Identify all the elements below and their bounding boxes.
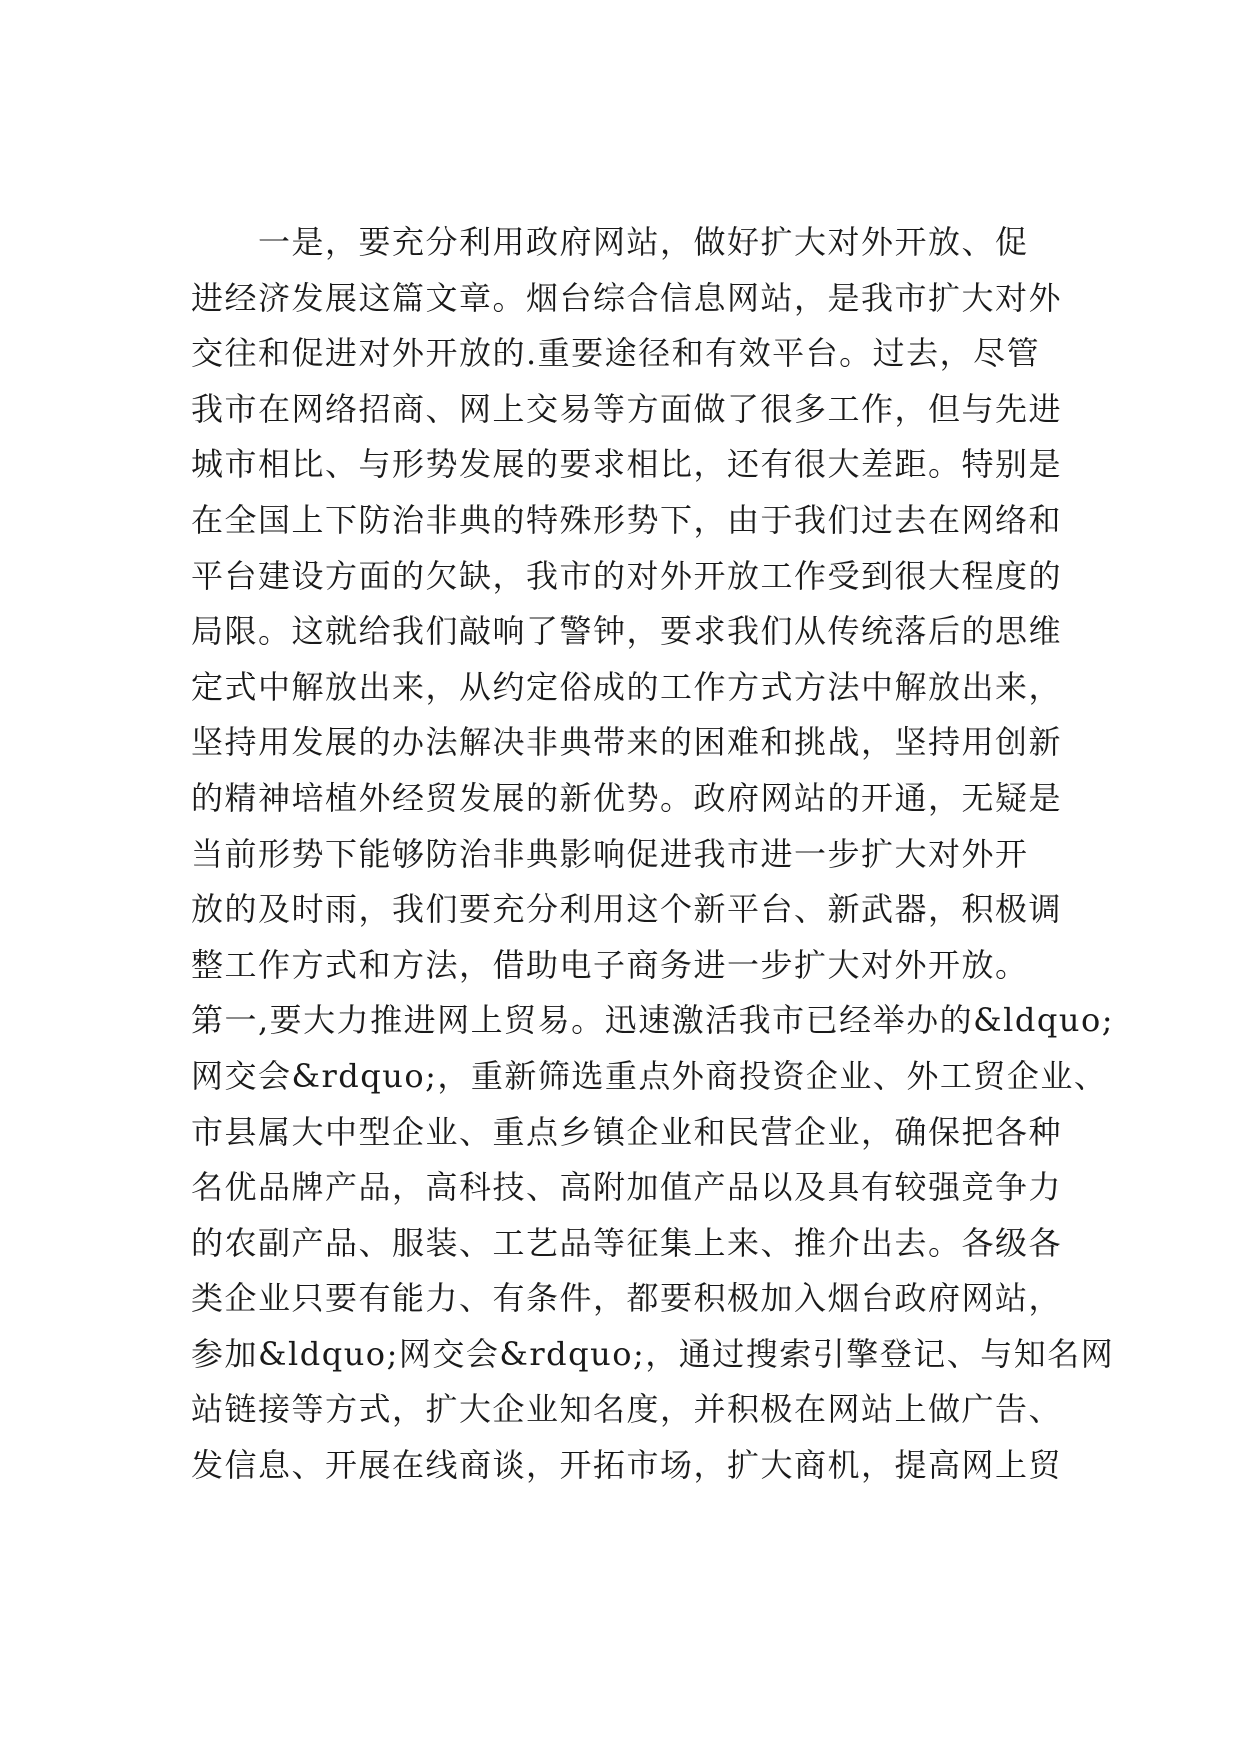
text-line: 网交会&rdquo;，重新筛选重点外商投资企业、外工贸企业、	[191, 1056, 1108, 1095]
text-line: 平台建设方面的欠缺，我市的对外开放工作受到很大程度的	[191, 556, 1063, 595]
text-line: 我市在网络招商、网上交易等方面做了很多工作，但与先进	[191, 389, 1063, 428]
text-line: 进经济发展这篇文章。烟台综合信息网站，是我市扩大对外	[191, 278, 1063, 317]
text-line: 的农副产品、服装、工艺品等征集上来、推介出去。各级各	[191, 1223, 1063, 1262]
text-line: 市县属大中型企业、重点乡镇企业和民营企业，确保把各种	[191, 1112, 1063, 1151]
text-line: 一是，要充分利用政府网站，做好扩大对外开放、促	[191, 223, 1029, 261]
text-line: 局限。这就给我们敲响了警钟，要求我们从传统落后的思维	[191, 612, 1063, 651]
text-line: 第一,要大力推进网上贸易。迅速激活我市已经举办的&ldquo;	[191, 1001, 1115, 1040]
text-line: 的精神培植外经贸发展的新优势。政府网站的开通，无疑是	[191, 778, 1063, 817]
text-line: 名优品牌产品，高科技、高附加值产品以及具有较强竞争力	[191, 1168, 1063, 1207]
text-line: 交往和促进对外开放的.重要途径和有效平台。过去，尽管	[191, 334, 1041, 373]
text-line: 放的及时雨，我们要充分利用这个新平台、新武器，积极调	[191, 890, 1063, 929]
text-line: 站链接等方式，扩大企业知名度，并积极在网站上做广告、	[191, 1390, 1063, 1429]
text-line: 城市相比、与形势发展的要求相比，还有很大差距。特别是	[191, 445, 1063, 484]
text-line: 在全国上下防治非典的特殊形势下，由于我们过去在网络和	[191, 500, 1063, 539]
text-line: 当前形势下能够防治非典影响促进我市进一步扩大对外开	[191, 834, 1029, 873]
text-line: 参加&ldquo;网交会&rdquo;，通过搜索引擎登记、与知名网	[191, 1334, 1115, 1373]
body-text	[191, 215, 1115, 1494]
text-line: 发信息、开展在线商谈，开拓市场，扩大商机，提高网上贸	[191, 1446, 1063, 1485]
text-line: 定式中解放出来，从约定俗成的工作方式方法中解放出来，	[191, 667, 1063, 706]
text-line: 坚持用发展的办法解决非典带来的困难和挑战，坚持用创新	[191, 723, 1063, 762]
text-line: 类企业只要有能力、有条件，都要积极加入烟台政府网站，	[191, 1279, 1063, 1318]
text-line: 整工作方式和方法，借助电子商务进一步扩大对外开放。	[191, 945, 1029, 984]
